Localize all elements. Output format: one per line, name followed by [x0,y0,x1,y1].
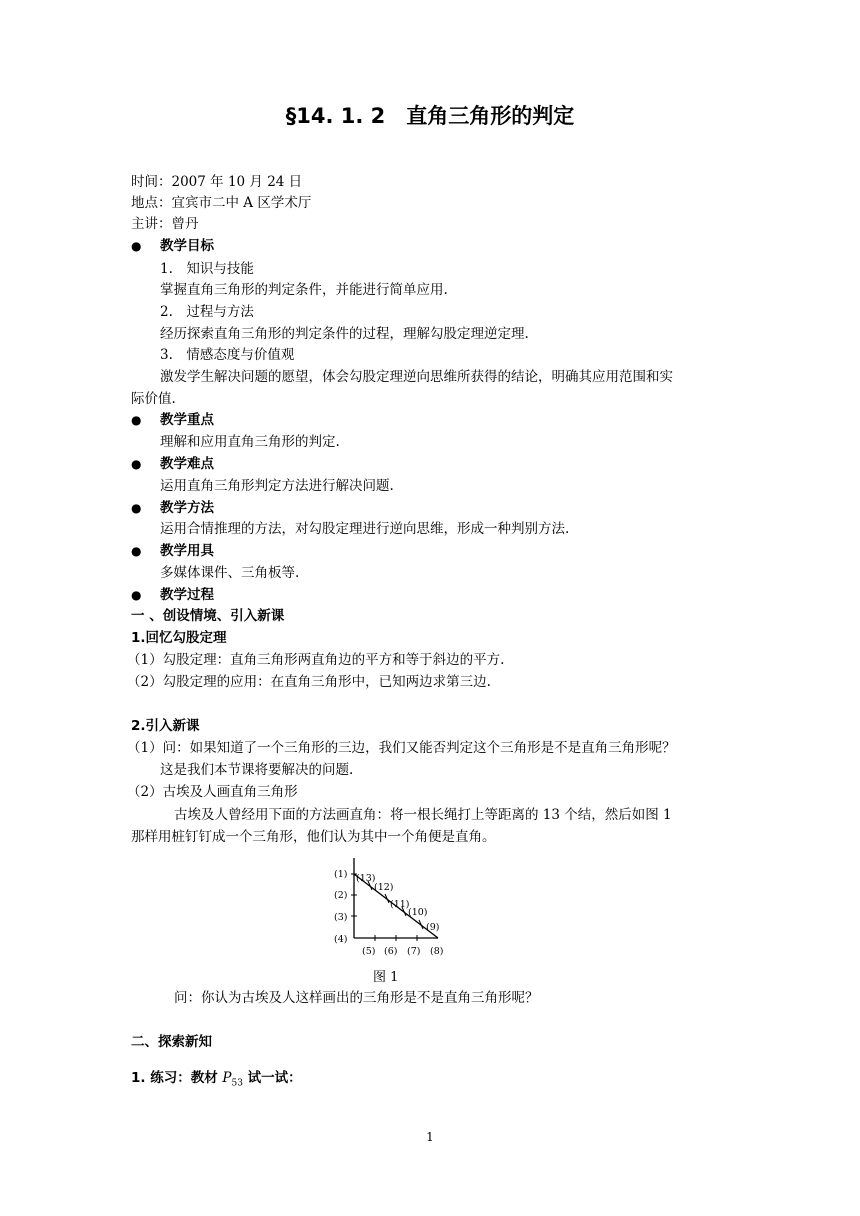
method-heading: 教学方法 [160,500,214,516]
key-point-heading: 教学重点 [160,412,214,428]
goal-2-title: 2. 过程与方法 [160,304,254,320]
knot-label-11: (11) [390,899,410,910]
sub1-line1: （1）勾股定理：直角三角形两直角边的平方和等于斜边的平方. [127,652,505,668]
speaker-line: 主讲：曾丹 [131,216,199,232]
process-heading: 教学过程 [160,587,214,603]
place-line: 地点：宜宾市二中 A 区学术厅 [131,195,312,211]
tools-text: 多媒体课件、三角板等. [160,565,300,581]
goal-3-title: 3. 情感态度与价值观 [160,347,295,363]
section1-heading: 一 、创设情境、引入新课 [131,608,285,624]
section2-heading: 二、探索新知 [131,1034,212,1050]
page-number: 1 [426,1130,434,1144]
knot-label-5: (5) [362,946,376,957]
egyptian-triangle-figure [320,852,460,964]
knot-label-2: (2) [334,890,348,901]
exercise-p: P [222,1070,232,1086]
knot-label-1: (1) [334,869,348,880]
question2-text-a: 古埃及人曾经用下面的方法画直角：将一根长绳打上等距离的 13 个结，然后如图 1 [174,807,672,823]
difficulty-heading: 教学难点 [160,456,214,472]
exercise-suffix: 试一试： [242,1070,302,1086]
goals-heading: 教学目标 [160,238,214,254]
question1-b: 这是我们本节课将要解决的问题. [160,762,354,778]
goal-1-text: 掌握直角三角形的判定条件，并能进行简单应用. [160,282,448,298]
bullet-icon: ● [131,588,142,602]
figure-question: 问：你认为古埃及人这样画出的三角形是不是直角三角形呢？ [174,990,539,1006]
knot-label-9: (9) [426,922,440,933]
goal-2-text: 经历探索直角三角形的判定条件的过程，理解勾股定理逆定理. [160,326,529,342]
bullet-icon: ● [131,413,142,427]
knot-label-13: (13) [356,873,376,884]
knot-label-12: (12) [374,882,394,893]
figure-caption: 图 1 [373,970,399,985]
sub1-line2: （2）勾股定理的应用：在直角三角形中，已知两边求第三边. [127,674,491,690]
key-point-text: 理解和应用直角三角形的判定. [160,434,340,450]
tools-heading: 教学用具 [160,543,214,559]
goal-3-text-b: 际价值. [131,391,176,407]
knot-label-10: (10) [408,907,428,918]
knot-label-4: (4) [334,934,348,945]
bullet-icon: ● [131,544,142,558]
knot-label-6: (6) [384,946,398,957]
exercise-prefix: 1. 练习：教材 [131,1070,223,1086]
method-text: 运用合情推理的方法，对勾股定理进行逆向思维，形成一种判别方法. [160,521,570,537]
goal-1-title: 1. 知识与技能 [160,261,254,277]
exercise-line [131,1068,302,1094]
time-line: 时间：2007 年 10 月 24 日 [131,174,303,190]
section1-sub1: 1.回忆勾股定理 [131,630,227,646]
knot-label-8: (8) [430,946,444,957]
section1-sub2: 2.引入新课 [131,718,200,734]
knot-label-7: (7) [407,946,421,957]
question2: （2）古埃及人画直角三角形 [127,784,298,800]
difficulty-text: 运用直角三角形判定方法进行解决问题. [160,478,394,494]
bullet-icon: ● [131,457,142,471]
bullet-icon: ● [131,501,142,515]
bullet-icon: ● [131,239,142,253]
question2-text-b: 那样用桩钉钉成一个三角形，他们认为其中一个角便是直角。 [131,829,496,845]
knot-label-3: (3) [334,912,348,923]
exercise-sub: 53 [231,1078,243,1089]
goal-3-text-a: 激发学生解决问题的愿望，体会勾股定理逆向思维所获得的结论，明确其应用范围和实 [160,369,673,385]
page-title: §14. 1. 2 直角三角形的判定 [285,104,575,128]
question1: （1）问：如果知道了一个三角形的三边，我们又能否判定这个三角形是不是直角三角形呢？ [127,740,676,756]
